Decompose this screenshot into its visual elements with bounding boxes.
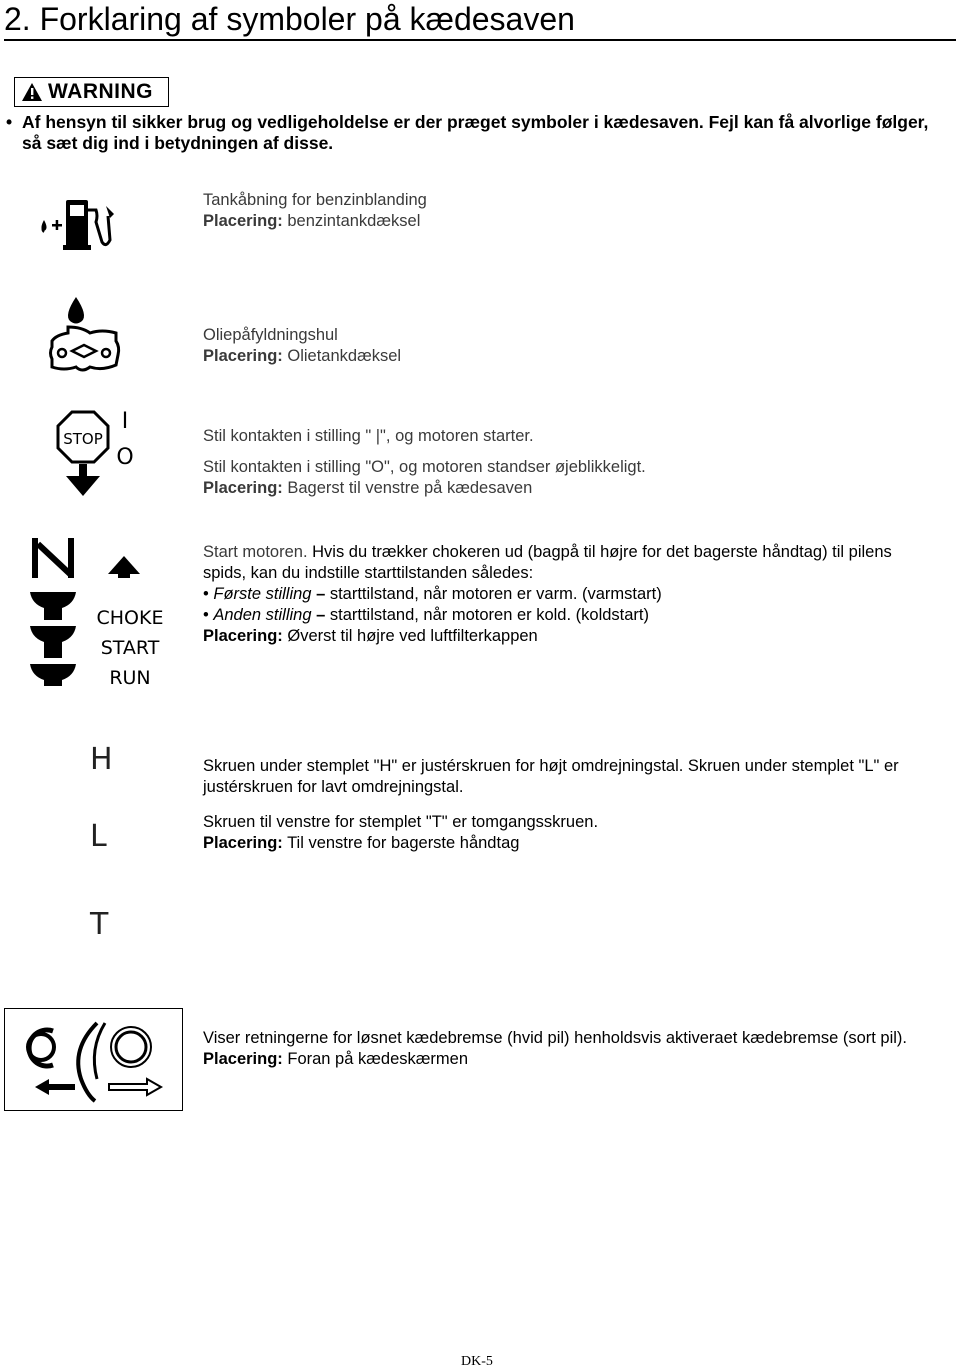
placement-label: Placering: — [203, 479, 283, 497]
stop-glyph: STOP — [63, 430, 103, 448]
run-glyph: RUN — [109, 667, 151, 689]
page-title: 2. Forklaring af symboler på kædesaven — [4, 1, 575, 37]
placement-value: Olietankdæksel — [282, 347, 402, 365]
placement-label: Placering: — [203, 347, 283, 365]
carb-line-1: Skruen under stemplet "H" er justérskruen for højt omdrejningstal. Skruen under stemplet "L" er justérskruen for lavt omdrejningstal. — [203, 757, 899, 796]
t-glyph: T — [90, 907, 109, 942]
bullet-dash: – — [311, 585, 326, 603]
placement-label: Placering: — [203, 212, 283, 230]
carb-description — [203, 756, 923, 854]
placement-value: Til venstre for bagerste håndtag — [282, 834, 520, 852]
oil-placement — [203, 346, 401, 367]
page-number: DK-5 — [461, 1354, 493, 1369]
fuel-placement — [203, 211, 427, 232]
choke-bullet-1: • Første stilling – starttilstand, når motoren er varm. (varmstart) — [203, 585, 662, 603]
bullet-dash: – — [311, 606, 326, 624]
placement-label: Placering: — [203, 627, 283, 645]
start-glyph: START — [100, 637, 160, 659]
choke-placement — [203, 626, 923, 647]
carb-line-2: Skruen til venstre for stemplet "T" er tomgangsskruen. — [203, 813, 599, 831]
carb-placement — [203, 833, 923, 854]
oil-description — [203, 325, 401, 367]
warning-intro-text: Af hensyn til sikker brug og vedligeholdelse er der præget symboler i kædesaven. Fejl kan få alvorlige følger, så sæt dig ind i betydningen af disse. — [22, 112, 929, 153]
fuel-line: Tankåbning for benzinblanding — [203, 191, 427, 209]
choke-description — [203, 542, 923, 647]
choke-line-rest: Hvis du trækker chokeren ud (bagpå til højre for det bagerste håndtag) til pilens spids, kan du indstille starttilstanden således: — [203, 543, 892, 582]
placement-value: Øverst til højre ved luftfilterkappen — [282, 627, 538, 645]
choke-bullet-2: • Anden stilling – starttilstand, når motoren er kold. (koldstart) — [203, 606, 650, 624]
chain-oil-icon — [46, 295, 122, 377]
fuel-description — [203, 190, 427, 232]
brake-placement — [203, 1049, 945, 1070]
stop-description — [203, 426, 646, 499]
chain-brake-frame — [4, 1008, 183, 1111]
bullet-italic: Første stilling — [213, 585, 312, 603]
stop-line-2: Stil kontakten i stilling "O", og motoren standser øjeblikkeligt. — [203, 458, 646, 476]
fuel-mix-icon — [36, 198, 120, 252]
choke-glyph: CHOKE — [96, 607, 164, 629]
brake-description — [203, 1028, 945, 1070]
l-glyph: L — [90, 819, 107, 854]
placement-label: Placering: — [203, 834, 283, 852]
warning-triangle-icon — [21, 82, 43, 102]
choke-start-run-icon — [26, 534, 166, 694]
placement-value: Foran på kædeskærmen — [282, 1050, 469, 1068]
stop-switch-icon — [54, 408, 138, 500]
chain-brake-icon — [5, 1009, 181, 1109]
stop-o-glyph: O — [116, 445, 134, 470]
stop-placement — [203, 478, 646, 499]
bullet-icon: • — [6, 112, 13, 132]
placement-value: benzintankdæksel — [282, 212, 421, 230]
stop-i-glyph: I — [121, 409, 129, 434]
title-divider — [4, 39, 956, 41]
stop-line-1: Stil kontakten i stilling " |", og motoren starter. — [203, 427, 534, 445]
choke-line — [203, 542, 923, 584]
bullet-italic: Anden stilling — [213, 606, 312, 624]
oil-line: Oliepåfyldningshul — [203, 326, 338, 344]
bullet-rest: starttilstand, når motoren er varm. (varmstart) — [325, 585, 662, 603]
warning-label — [14, 77, 169, 107]
h-glyph: H — [90, 742, 113, 777]
placement-label: Placering: — [203, 1050, 283, 1068]
placement-value: Bagerst til venstre på kædesaven — [282, 479, 533, 497]
warning-intro — [6, 112, 936, 154]
bullet-rest: starttilstand, når motoren er kold. (koldstart) — [325, 606, 650, 624]
choke-line-lead: Start motoren. — [203, 543, 308, 561]
brake-line: Viser retningerne for løsnet kædebremse (hvid pil) henholdsvis aktiveraet kædebremse (sort pil). — [203, 1029, 907, 1047]
warning-label-text: WARNING — [48, 80, 153, 103]
